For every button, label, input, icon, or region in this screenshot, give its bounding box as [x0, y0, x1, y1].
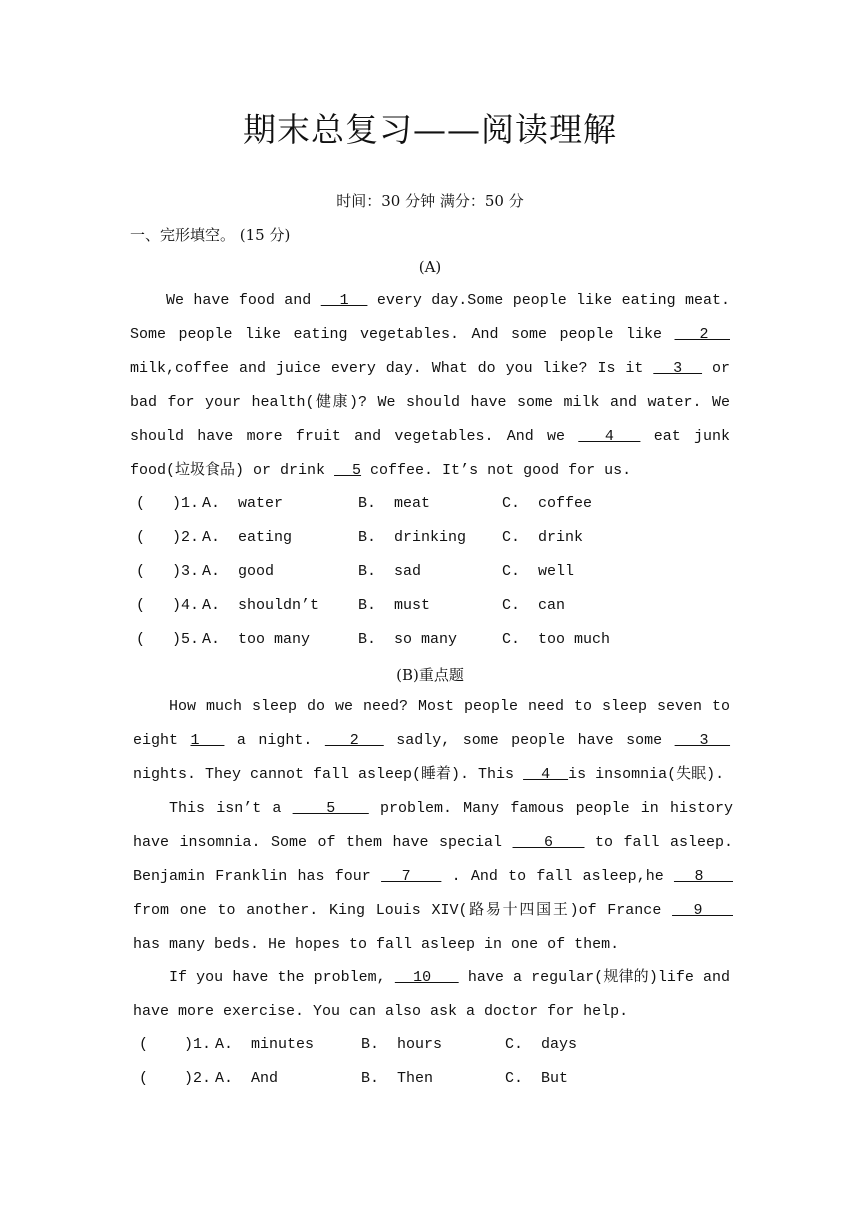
text: every day.Some people like eating meat. Some people like eating vegetables. And some people like	[130, 292, 731, 343]
option-c: C. coffee	[502, 495, 593, 512]
option-c: C. too much	[502, 631, 611, 648]
option-a: A. And	[215, 1070, 279, 1087]
option-b: B. meat	[358, 495, 431, 512]
blank-8: 8	[673, 868, 733, 885]
option-b: B. drinking	[358, 529, 467, 546]
text: coffee. It’s not good for us.	[361, 462, 632, 479]
option-c: C. But	[505, 1070, 569, 1087]
blank-4: 4	[578, 428, 641, 445]
question-number: ( )1.	[139, 1036, 212, 1053]
text: . And to fall asleep,he	[441, 868, 674, 885]
part-a-heading: (A)	[418, 258, 442, 276]
option-a: A. shouldn’t	[202, 597, 320, 614]
text: sadly, some people have some	[383, 732, 675, 749]
option-a: A. eating	[202, 529, 293, 546]
blank-2: 2	[674, 326, 730, 343]
text: is insomnia(失眠).	[568, 766, 725, 783]
text: nights. They cannot fall asleep(睡着). This	[133, 766, 524, 783]
question-number: ( )1.	[136, 495, 200, 512]
option-b: B. hours	[361, 1036, 443, 1053]
blank-1: 1	[320, 292, 368, 309]
text: How much sleep do we need? Most people need to sleep seven to eight	[133, 698, 730, 749]
text: has many beds. He hopes to fall asleep in one of them.	[133, 936, 620, 953]
option-b: B. sad	[358, 563, 422, 580]
text: problem. Many famous people in history have insomnia. Some of them have special	[133, 800, 733, 851]
option-b: B. so many	[358, 631, 458, 648]
blank-3: 3	[653, 360, 703, 377]
part-b-paragraph-3	[133, 961, 730, 1029]
text: milk,coffee and juice every day. What do you like? Is it	[130, 360, 654, 377]
text: If you have the problem,	[169, 969, 395, 986]
option-b: B. Then	[361, 1070, 434, 1087]
option-a: A. good	[202, 563, 275, 580]
option-a: A. water	[202, 495, 284, 512]
blank-6: 6	[512, 834, 585, 851]
blank-2: 2	[324, 732, 384, 749]
section-heading-cloze: 一、完形填空。 (15 分)	[130, 226, 291, 244]
part-b-paragraph-1	[133, 690, 730, 792]
text: from one to another. King Louis XIV(路易十四国王)of France	[133, 902, 673, 919]
blank-5: 5	[292, 800, 369, 817]
question-number: ( )3.	[136, 563, 200, 580]
text: This isn’t a	[169, 800, 293, 817]
option-c: C. well	[502, 563, 575, 580]
text: a night.	[224, 732, 325, 749]
part-b-heading: (B)重点题	[396, 666, 464, 684]
blank-5: 5	[334, 462, 362, 479]
option-a: A. minutes	[215, 1036, 315, 1053]
text: have a regular(规律的)life and have more exercise. You can also ask a doctor for help.	[133, 969, 730, 1020]
option-c: C. days	[505, 1036, 578, 1053]
blank-1: 1	[190, 732, 225, 749]
question-number: ( )2.	[136, 529, 200, 546]
text: We have food and	[166, 292, 321, 309]
page-title: 期末总复习——阅读理解	[243, 110, 617, 149]
exam-meta: 时间：30 分钟 满分：50 分	[336, 192, 524, 210]
question-number: ( )2.	[139, 1070, 212, 1087]
option-a: A. too many	[202, 631, 311, 648]
blank-10: 10	[394, 969, 459, 986]
option-c: C. can	[502, 597, 566, 614]
part-a-passage	[130, 284, 730, 488]
blank-4: 4	[523, 766, 569, 783]
question-number: ( )5.	[136, 631, 200, 648]
text: to fall asleep. Benjamin Franklin has four	[133, 834, 734, 885]
text: eat junk food(垃圾食品) or drink	[130, 428, 730, 479]
blank-3: 3	[674, 732, 731, 749]
blank-7: 7	[381, 868, 442, 885]
option-b: B. must	[358, 597, 431, 614]
blank-9: 9	[672, 902, 733, 919]
question-number: ( )4.	[136, 597, 200, 614]
option-c: C. drink	[502, 529, 584, 546]
text: or bad for your health(健康)? We should have some milk and water. We should have more fruit and vegetables. And we	[130, 360, 730, 445]
part-b-paragraph-2	[133, 792, 733, 962]
